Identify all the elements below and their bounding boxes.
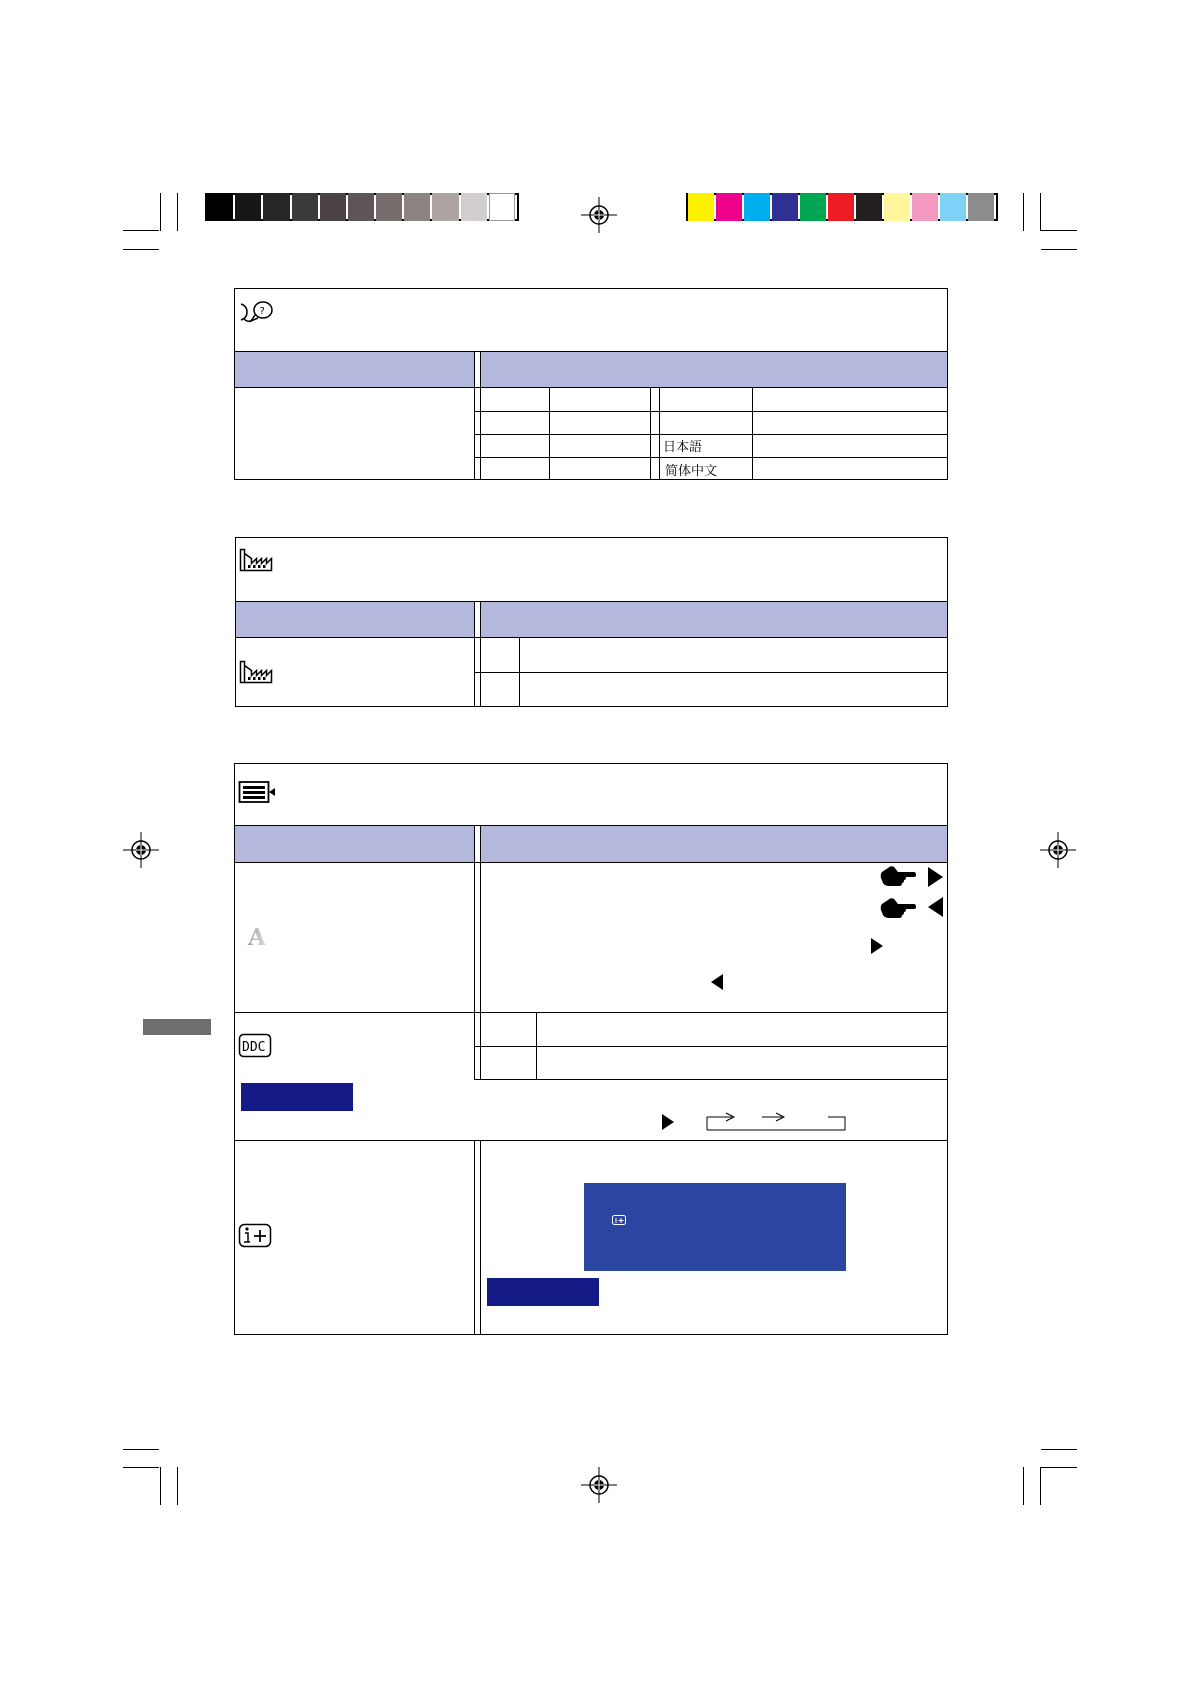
column-separator (480, 351, 481, 480)
color-swatch (432, 193, 458, 221)
column-header (481, 352, 947, 387)
color-swatch (348, 193, 374, 221)
letter-a-icon (246, 924, 272, 948)
column-header (236, 602, 474, 637)
grid-line (659, 388, 660, 480)
information-screen-preview (584, 1183, 846, 1271)
crop-mark (1040, 193, 1041, 231)
color-swatch (404, 193, 430, 221)
crop-mark (1040, 1467, 1041, 1505)
color-swatch (912, 193, 938, 221)
panel-divider (234, 1140, 948, 1141)
color-swatch (688, 193, 714, 221)
color-swatch (744, 193, 770, 221)
side-section-tab (143, 1019, 211, 1035)
panel-divider (235, 637, 948, 638)
color-swatch (940, 193, 966, 221)
color-swatch (263, 193, 289, 221)
crop-mark (123, 1449, 159, 1450)
language-option-japanese[interactable]: 日本語 (663, 440, 703, 455)
grid-line (752, 388, 753, 480)
color-swatch (716, 193, 742, 221)
panel-divider (234, 387, 948, 388)
panel-divider (234, 1012, 948, 1013)
column-separator (480, 825, 481, 1080)
triangle-left-icon (928, 897, 943, 917)
triangle-right-icon (871, 938, 883, 954)
registration-mark-icon (581, 197, 617, 233)
grid-line (650, 388, 651, 480)
information-icon (238, 1223, 274, 1249)
information-small-icon (612, 1215, 626, 1225)
crop-mark (123, 249, 159, 250)
flow-arrow-diagram (704, 1112, 847, 1132)
grid-line (549, 388, 550, 480)
triangle-right-icon (928, 867, 943, 887)
language-question-icon (238, 299, 274, 325)
crop-mark (1023, 193, 1024, 231)
color-swatch (800, 193, 826, 221)
svg-text:DDC: DDC (242, 1040, 266, 1055)
column-separator (474, 351, 475, 480)
grid-line (519, 638, 520, 707)
color-swatch (489, 193, 515, 221)
triangle-right-icon (662, 1114, 674, 1130)
column-header (235, 826, 474, 862)
registration-mark-icon (1040, 832, 1076, 868)
crop-mark (1041, 1467, 1077, 1468)
crop-mark (123, 230, 159, 231)
grid-line (536, 1013, 537, 1080)
column-separator (474, 825, 475, 1080)
crop-mark (1023, 1467, 1024, 1505)
crop-mark (177, 1467, 178, 1505)
language-option-simplified-chinese[interactable]: 简体中文 (665, 464, 718, 479)
column-separator (474, 1140, 475, 1335)
crop-mark (1041, 230, 1077, 231)
registration-mark-icon (581, 1467, 617, 1503)
crop-mark (160, 193, 161, 231)
color-swatch (376, 193, 402, 221)
column-header (481, 602, 947, 637)
color-swatch (828, 193, 854, 221)
column-separator (480, 601, 481, 707)
column-separator (474, 601, 475, 707)
color-swatch (856, 193, 882, 221)
color-swatch (968, 193, 994, 221)
crop-mark (1041, 1449, 1077, 1450)
crop-mark (1041, 249, 1077, 250)
crop-mark (160, 1467, 161, 1505)
color-swatch (235, 193, 261, 221)
color-swatch (884, 193, 910, 221)
color-swatch (207, 193, 233, 221)
triangle-left-icon (711, 974, 723, 990)
grid-line (475, 457, 948, 458)
grid-line (475, 434, 948, 435)
panel-divider (234, 862, 948, 863)
grid-line (475, 1046, 948, 1047)
color-swatch (461, 193, 487, 221)
crop-mark (177, 193, 178, 231)
column-header (481, 826, 947, 862)
ddc-icon (238, 1033, 274, 1059)
note-label (241, 1083, 353, 1111)
svg-text:A: A (248, 924, 266, 948)
color-swatch (292, 193, 318, 221)
grid-line (475, 1079, 948, 1080)
svg-text:?: ? (259, 306, 265, 317)
color-swatch (320, 193, 346, 221)
crop-mark (123, 1467, 159, 1468)
registration-mark-icon (123, 832, 159, 868)
pointing-hand-icon (880, 864, 916, 886)
column-header (235, 352, 474, 387)
color-swatch (772, 193, 798, 221)
note-label (487, 1278, 599, 1306)
grid-line (475, 411, 948, 412)
column-separator (480, 1140, 481, 1335)
factory-reset-icon (239, 660, 273, 684)
factory-reset-icon (239, 548, 273, 572)
setup-menu-icon (238, 780, 276, 806)
grid-line (475, 672, 948, 673)
pointing-hand-icon (880, 896, 916, 918)
